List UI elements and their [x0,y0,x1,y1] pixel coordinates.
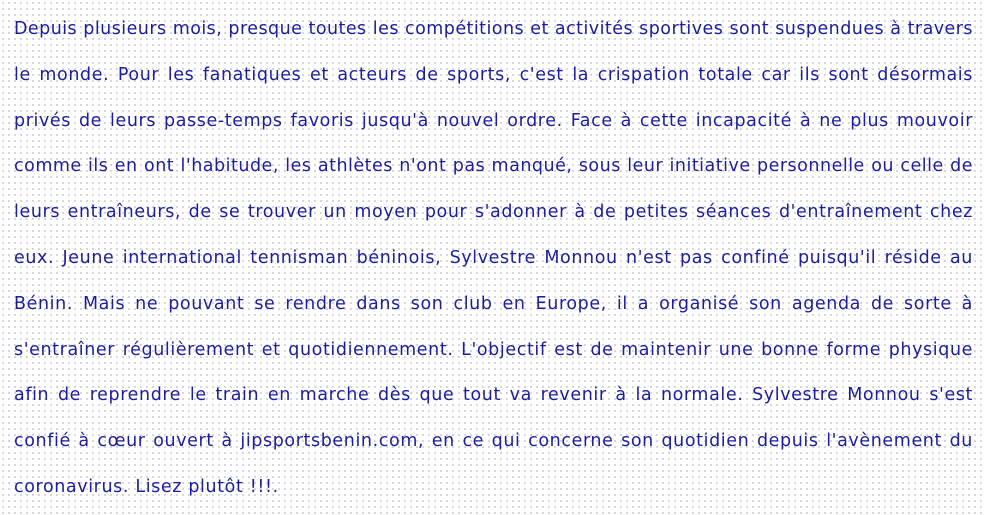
paragraph-line-8: s'entraîner régulièrement et quotidiennement. L'objectif est de maintenir une bonne forme physique [14,339,973,360]
article-paragraph [14,7,973,511]
paragraph-line-1: Depuis plusieurs mois, presque toutes les compétitions et activités sportives sont suspendues à travers [14,19,973,39]
paragraph-line-5: leurs entraîneurs, de se trouver un moyen pour s'adonner à de petites séances d'entraînement chez [14,202,973,223]
paragraph-line-7: Bénin. Mais ne pouvant se rendre dans son club en Europe, il a organisé son agenda de sorte à [14,293,973,314]
paragraph-line-9: afin de reprendre le train en marche dès que tout va revenir à la normale. Sylvestre Monnou s'est [14,385,973,406]
paragraph-line-3: privés de leurs passe-temps favoris jusqu'à nouvel ordre. Face à cette incapacité à ne plus mouvoir [14,110,973,131]
paragraph-line-10: confié à cœur ouvert à jipsportsbenin.com, en ce qui concerne son quotidien depuis l'avènement du [14,431,973,452]
paragraph-line-4: comme ils en ont l'habitude, les athlètes n'ont pas manqué, sous leur initiative personnelle ou celle de [14,156,973,177]
paragraph-line-11: coronavirus. Lisez plutôt !!!. [14,476,279,497]
paragraph-line-6: eux. Jeune international tennisman béninois, Sylvestre Monnou n'est pas confiné puisqu'il réside au [14,247,973,268]
paragraph-line-2: le monde. Pour les fanatiques et acteurs de sports, c'est la crispation totale car ils sont désormais [14,64,973,85]
